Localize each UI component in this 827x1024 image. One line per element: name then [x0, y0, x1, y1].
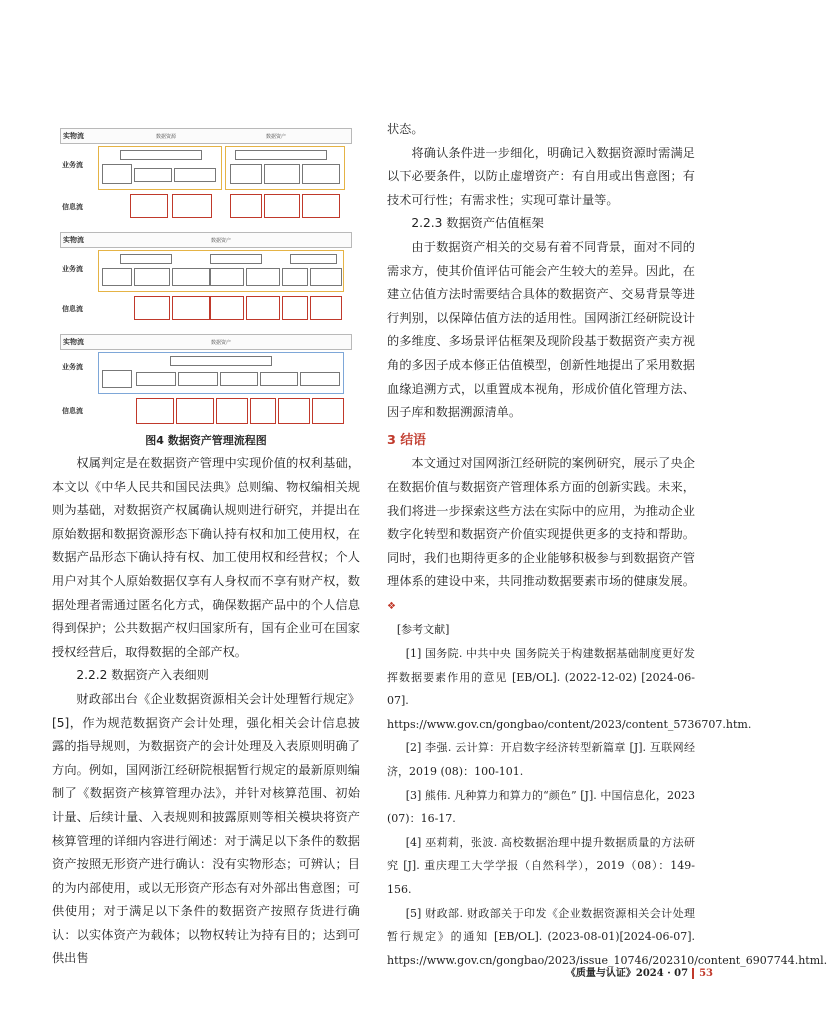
- end-mark-icon: ❖: [387, 600, 396, 612]
- process-box: [220, 372, 258, 386]
- info-box: [282, 296, 308, 320]
- paragraph-text: 本文通过对国网浙江经研院的案例研究，展示了央企在数据价值与数据资产管理体系方面的创新实践。未来，我们将进一步探索这些方法在实际中的应用，为推动企业数字化转型和数据资产价值实现提供更多的支持和帮助。同时，我们也期待更多的企业能够积极参与到数据资产管理体系的建设中来，共同推动数据要素市场的健康发展。: [387, 456, 695, 589]
- journal-name: 《质量与认证》2024 · 07: [565, 968, 689, 979]
- info-box: [264, 194, 300, 218]
- info-box: [172, 296, 210, 320]
- info-box: [310, 296, 342, 320]
- process-box: [310, 268, 342, 286]
- entity-band-1: [60, 128, 352, 144]
- process-box: [174, 168, 216, 182]
- lane-label-info: 信息流: [62, 305, 83, 313]
- lane-label-entity: 实物流: [63, 132, 84, 140]
- lane-label-info: 信息流: [62, 407, 83, 415]
- info-box: [312, 398, 344, 424]
- process-box: [235, 150, 327, 160]
- paragraph: 将确认条件进一步细化，明确记入数据资源时需满足以下必要条件，以防止虚增资产：有自用或出售意图；有技术可行性；有需求性；实现可靠计量等。: [387, 145, 695, 207]
- band-header: 数据资产: [266, 134, 287, 140]
- info-box: [176, 398, 214, 424]
- process-box: [210, 268, 244, 286]
- page-number: 53: [692, 968, 713, 979]
- process-box: [120, 254, 172, 264]
- figure-caption: 图4 数据资产管理流程图: [145, 434, 267, 447]
- info-box: [250, 398, 276, 424]
- left-column: [52, 452, 360, 971]
- process-box: [260, 372, 298, 386]
- band-header: 数据资产: [211, 238, 232, 244]
- paragraph: 状态。: [387, 122, 424, 136]
- lane-label-business: 业务流: [62, 265, 83, 273]
- references: [387, 618, 827, 972]
- paragraph: 财政部出台《企业数据资源相关会计处理暂行规定》[5]，作为规范数据资产会计处理，强化相关会计信息披露的指导规则，为数据资产的会计处理及入表原则明确了方向。例如，国网浙江经研院根据暂行规定的最新原则编制了《数据资产核算管理办法》，并针对核算范围、初始计量、后续计量、入表规则和披露原则等相关模块将资产核算管理的详细内容进行阐述：对于满足以下条件的数据资产按照无形资产进行确认：没有实物形态；可辨认；目的为内部使用，或以无形资产形态有对外部出售意图；可供使用；对于满足以下条件的数据资产按照存货进行确认：以实体资产为载体；以物权转让为持有目的；达到可供出售: [52, 691, 360, 966]
- process-box: [282, 268, 308, 286]
- lane-label-business: 业务流: [62, 161, 83, 169]
- process-box: [172, 268, 210, 286]
- paragraph: 权属判定是在数据资产管理中实现价值的权利基础，本文以《中华人民共和国民法典》总则编、物权编相关规则为基础，对数据资产权属确认规则进行研究，并提出在原始数据和数据资源形态下确认持有权和加工使用权，在数据产品形态下确认持有权、加工使用权和经营权；个人用户对其个人原始数据仅享有人身权而不享有财产权，数据处理者需通过匿名化方式，确保数据产品中的个人信息得到保护；公共数据产权归国家所有，国有企业可在国家授权经营后，取得数据的全部产权。: [52, 456, 360, 659]
- info-box: [134, 296, 170, 320]
- lane-label-info: 信息流: [62, 203, 83, 211]
- process-box: [290, 254, 337, 264]
- data-asset-flow-diagram: [60, 128, 350, 428]
- paragraph: 由于数据资产相关的交易有着不同背景，面对不同的需求方，使其价值评估可能会产生较大的差异。因此，在建立估值方法时需要结合具体的数据资产、交易背景等进行判别，以保障估值方法的适用性。国网浙江经研院设计的多维度、多场景评估框架及现阶段基于数据资产卖方视角的多因子成本修正估值模型，创新性地提出了采用数据血缘追溯方式，以重置成本视角，形成价值化管理方法、因子库和数据溯源清单。: [387, 239, 695, 420]
- info-box: [302, 194, 340, 218]
- process-box: [170, 356, 272, 366]
- lane-label-entity: 实物流: [63, 236, 84, 244]
- info-box: [136, 398, 174, 424]
- info-box: [278, 398, 310, 424]
- band-header: 数据资产: [211, 340, 232, 346]
- page-footer: [566, 964, 713, 979]
- reference-item: [5] 财政部. 财政部关于印发《企业数据资源相关会计处理暂行规定》的通知 [EB/OL]. (2023-08-01)[2024-06-07]. https://www.gov.cn/gongbao/2023/issue_10746/202310/content_6907744.html.: [387, 906, 827, 967]
- info-box: [172, 194, 212, 218]
- info-box: [130, 194, 168, 218]
- reference-item: [4] 巫莉莉，张波. 高校数据治理中提升数据质量的方法研究 [J]. 重庆理工大学学报（自然科学），2019（08）：149-156.: [387, 835, 695, 896]
- info-box: [216, 398, 248, 424]
- process-box: [246, 268, 280, 286]
- process-box: [134, 268, 170, 286]
- process-box: [120, 150, 202, 160]
- reference-item: [1] 国务院. 中共中央 国务院关于构建数据基础制度更好发挥数据要素作用的意见 [EB/OL]. (2022-12-02) [2024-06-07]. https://www.gov.cn/gongbao/content/2023/content_5736707.htm.: [387, 647, 752, 731]
- section-heading-2-2-2: 2.2.2 数据资产入表细则: [76, 668, 209, 683]
- entity-band-2: [60, 232, 352, 248]
- references-title: [参考文献]: [396, 623, 450, 637]
- info-box: [230, 194, 262, 218]
- band-header: 数据资源: [156, 134, 177, 140]
- process-box: [178, 372, 218, 386]
- process-box: [264, 164, 300, 184]
- reference-item: [3] 熊伟. 凡种算力和算力的“颜色” [J]. 中国信息化，2023 (07)：16-17.: [387, 788, 695, 826]
- process-box: [302, 164, 340, 184]
- info-box: [246, 296, 280, 320]
- process-box: [210, 254, 262, 264]
- lane-label-business: 业务流: [62, 363, 83, 371]
- section-heading-3: 3 结语: [387, 432, 426, 448]
- process-box: [300, 372, 340, 386]
- reference-item: [2] 李强. 云计算：开启数字经济转型新篇章 [J]. 互联网经济，2019 (08)：100-101.: [387, 741, 695, 779]
- paragraph: [387, 452, 695, 618]
- section-heading-2-2-3: 2.2.3 数据资产估值框架: [411, 216, 544, 231]
- process-box: [102, 268, 132, 286]
- process-box: [134, 168, 172, 182]
- info-box: [210, 296, 244, 320]
- right-column: [387, 118, 827, 972]
- process-box: [102, 164, 132, 184]
- entity-band-3: [60, 334, 352, 350]
- process-box: [136, 372, 176, 386]
- process-box: [230, 164, 262, 184]
- process-box: [102, 370, 132, 388]
- lane-label-entity: 实物流: [63, 338, 84, 346]
